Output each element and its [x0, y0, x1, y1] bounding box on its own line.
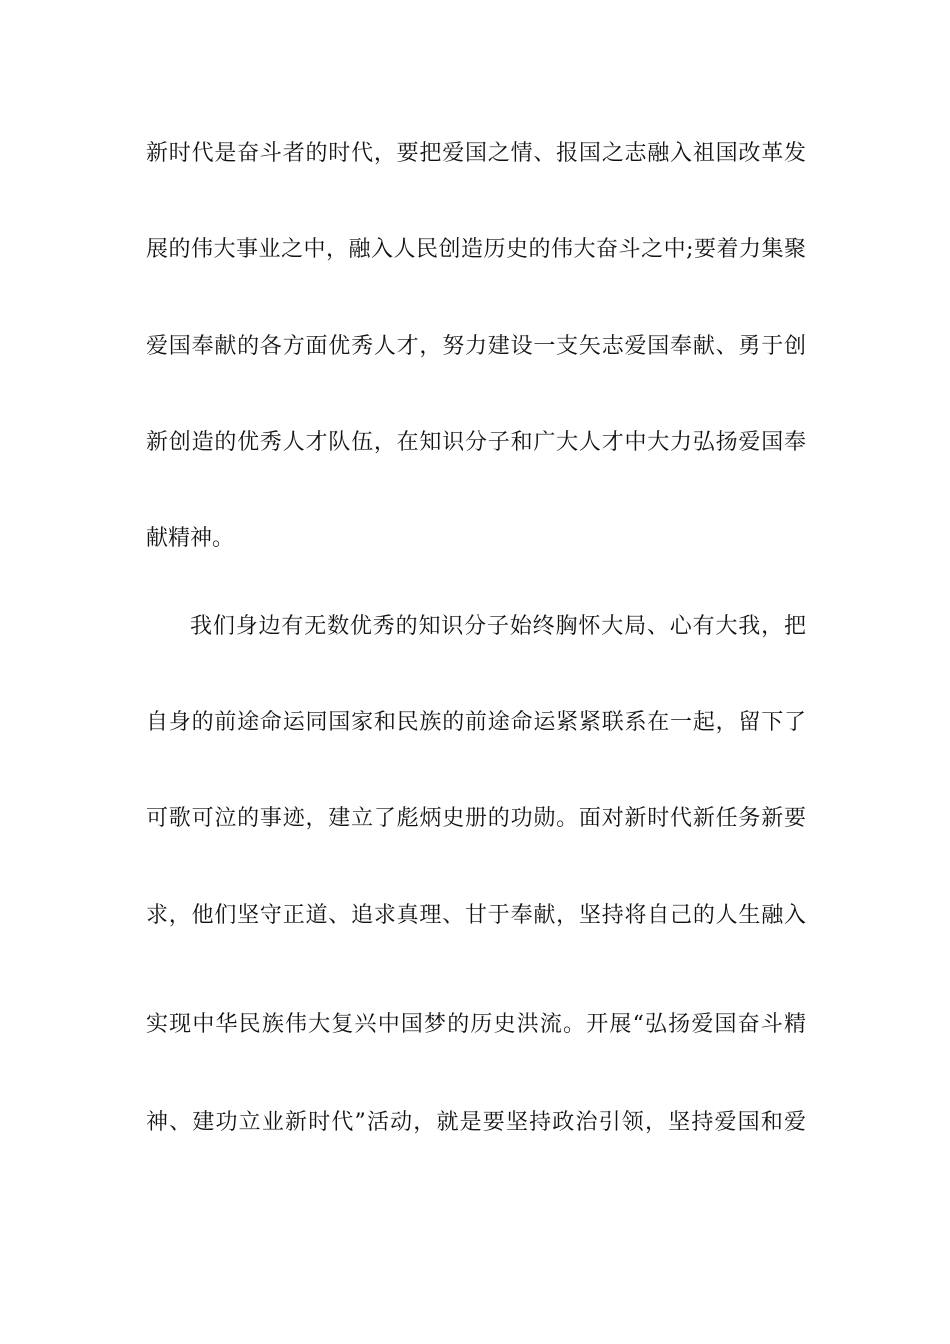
paragraph-2-line-5: 实现中华民族伟大复兴中国梦的历史洪流。开展“弘扬爱国奋斗精	[146, 1012, 806, 1037]
paragraph-1-line-4: 新创造的优秀人才队伍，在知识分子和广大人才中大力弘扬爱国奉	[146, 430, 806, 455]
paragraph-2-line-3: 可歌可泣的事迹，建立了彪炳史册的功勋。面对新时代新任务新要	[146, 806, 806, 831]
paragraph-2-line-6: 神、建功立业新时代”活动，就是要坚持政治引领，坚持爱国和爱	[146, 1110, 806, 1135]
paragraph-1-line-2: 展的伟大事业之中，融入人民创造历史的伟大奋斗之中;要着力集聚	[146, 237, 806, 262]
paragraph-2-line-4: 求，他们坚守正道、追求真理、甘于奉献，坚持将自己的人生融入	[146, 903, 806, 928]
paragraph-2-line-1: 我们身边有无数优秀的知识分子始终胸怀大局、心有大我，把	[190, 614, 806, 639]
paragraph-1-line-1: 新时代是奋斗者的时代，要把爱国之情、报国之志融入祖国改革发	[146, 141, 806, 166]
paragraph-1-line-3: 爱国奉献的各方面优秀人才，努力建设一支矢志爱国奉献、勇于创	[146, 334, 806, 359]
paragraph-1-line-5: 献精神。	[146, 526, 235, 551]
paragraph-2-line-2: 自身的前途命运同国家和民族的前途命运紧紧联系在一起，留下了	[146, 710, 806, 735]
